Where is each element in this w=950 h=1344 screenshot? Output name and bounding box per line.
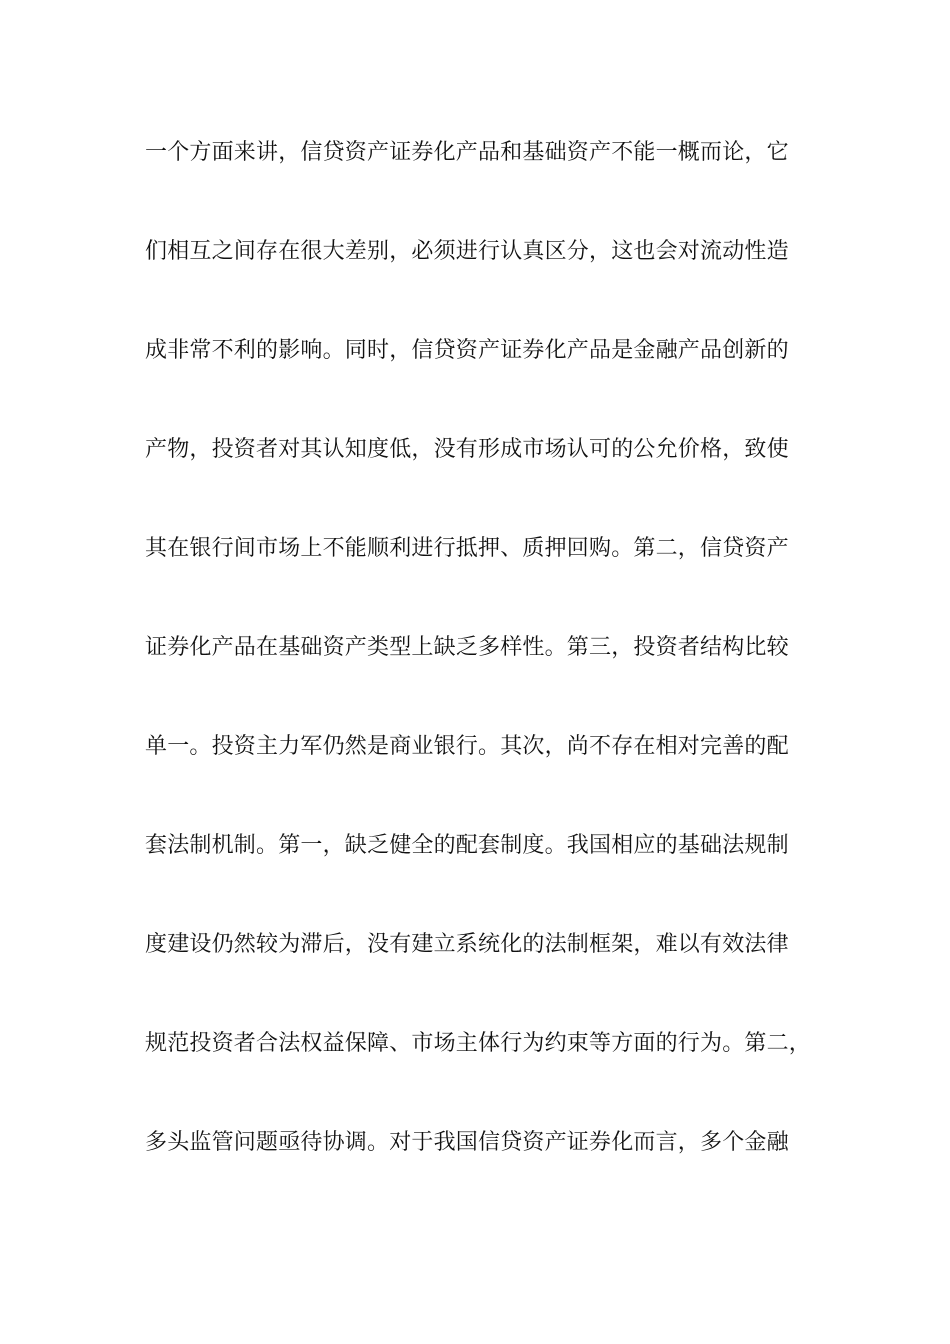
text-line-2: 们相互之间存在很大差别，必须进行认真区分，这也会对流动性造 <box>145 239 789 264</box>
text-line-5: 其在银行间市场上不能顺利进行抵押、质押回购。第二，信贷资产 <box>145 536 789 561</box>
body-text <box>145 135 825 1224</box>
text-line-9: 度建设仍然较为滞后，没有建立系统化的法制框架，难以有效法律 <box>145 932 789 957</box>
text-line-11: 多头监管问题亟待协调。对于我国信贷资产证券化而言，多个金融 <box>145 1130 789 1155</box>
text-line-10: 规范投资者合法权益保障、市场主体行为约束等方面的行为。第二， <box>145 1031 812 1056</box>
text-line-3: 成非常不利的影响。同时，信贷资产证券化产品是金融产品创新的 <box>145 338 789 363</box>
text-line-6: 证券化产品在基础资产类型上缺乏多样性。第三，投资者结构比较 <box>145 635 789 660</box>
text-line-8: 套法制机制。第一，缺乏健全的配套制度。我国相应的基础法规制 <box>145 833 789 858</box>
text-line-1: 一个方面来讲，信贷资产证券化产品和基础资产不能一概而论，它 <box>145 140 789 165</box>
text-line-7: 单一。投资主力军仍然是商业银行。其次，尚不存在相对完善的配 <box>145 734 789 759</box>
text-line-4: 产物，投资者对其认知度低，没有形成市场认可的公允价格，致使 <box>145 437 789 462</box>
